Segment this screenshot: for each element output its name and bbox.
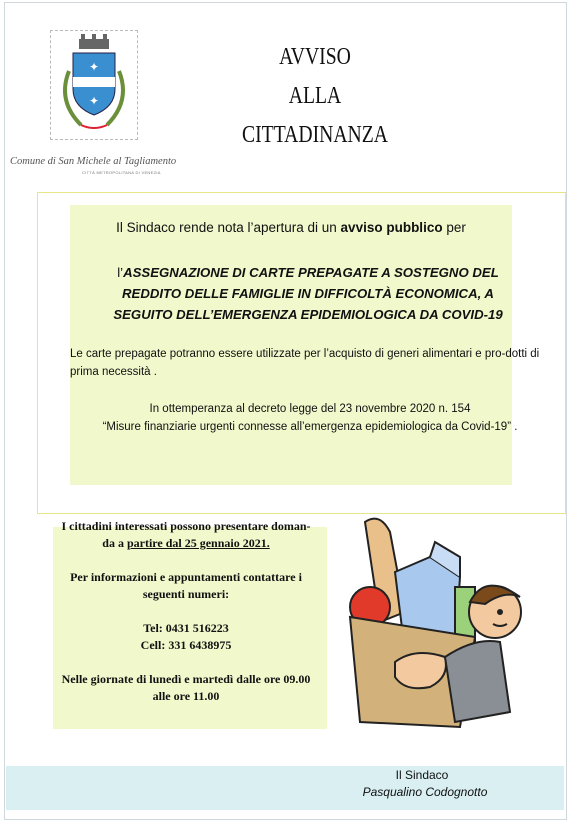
svg-text:✦: ✦ (88, 94, 100, 108)
phone-cell: Cell: 331 6438975 (140, 638, 232, 652)
office-hours: Nelle giornate di lunedì e martedì dalle ore 09.00 alle ore 11.00 (61, 672, 311, 703)
start-date: partire dal 25 gennaio 2021. (126, 536, 270, 550)
prepaid-card-usage-text: Le carte prepagate potranno essere utilizzate per l’acquisto di generi alimentari e pro-dotti di prima necessità . (70, 348, 540, 378)
mayor-name: Pasqualino Codognotto (362, 785, 488, 799)
crest-icon (50, 30, 138, 140)
title-line-2: ALLA CITTADINANZA (241, 83, 388, 148)
announcement-heading: l’ASSEGNAZIONE DI CARTE PREPAGATE A SOSTEGNO DEL REDDITO DELLE FAMIGLIE IN DIFFICOLTÀ ECONOMICA, A SEGUITO DELL’EMERGENZA EPIDEMIOLOGICA DA COVID-19 (113, 265, 503, 322)
decree-reference: In ottemperanza al decreto legge del 23 novembre 2020 n. 154 “Misure finanziarie urgenti connesse all’emergenza epidemiologica da Covid-19” . (102, 403, 518, 433)
comune-name: Comune di San Michele al Tagliamento (10, 156, 177, 167)
title-line-1: AVVISO (279, 44, 351, 70)
info-section: I cittadini interessati possono presentare doman- da a partire dal 25 gennaio 2021. Per informazioni e appuntamenti contattare i seguenti numeri: Tel: 0431 516223 Cell: 331 6438975 Nelle giornate di lunedì e martedì dalle ore 09.00 alle ore 11.00 (53, 518, 319, 705)
comune-subtitle: CITTÀ METROPOLITANA DI VENEZIA (82, 170, 161, 175)
intro-text: Il Sindaco rende nota l’apertura di un avviso pubblico per (116, 220, 466, 235)
phone-tel: Tel: 0431 516223 (143, 621, 229, 635)
mayor-title: Il Sindaco (395, 768, 449, 782)
contacts-intro: Per informazioni e appuntamenti contattare i seguenti numeri: (70, 570, 302, 601)
svg-text:✦: ✦ (88, 60, 100, 74)
intro-bold: avviso pubblico (340, 220, 443, 235)
page-title (237, 38, 393, 155)
grocery-bag-man-icon (335, 512, 535, 742)
